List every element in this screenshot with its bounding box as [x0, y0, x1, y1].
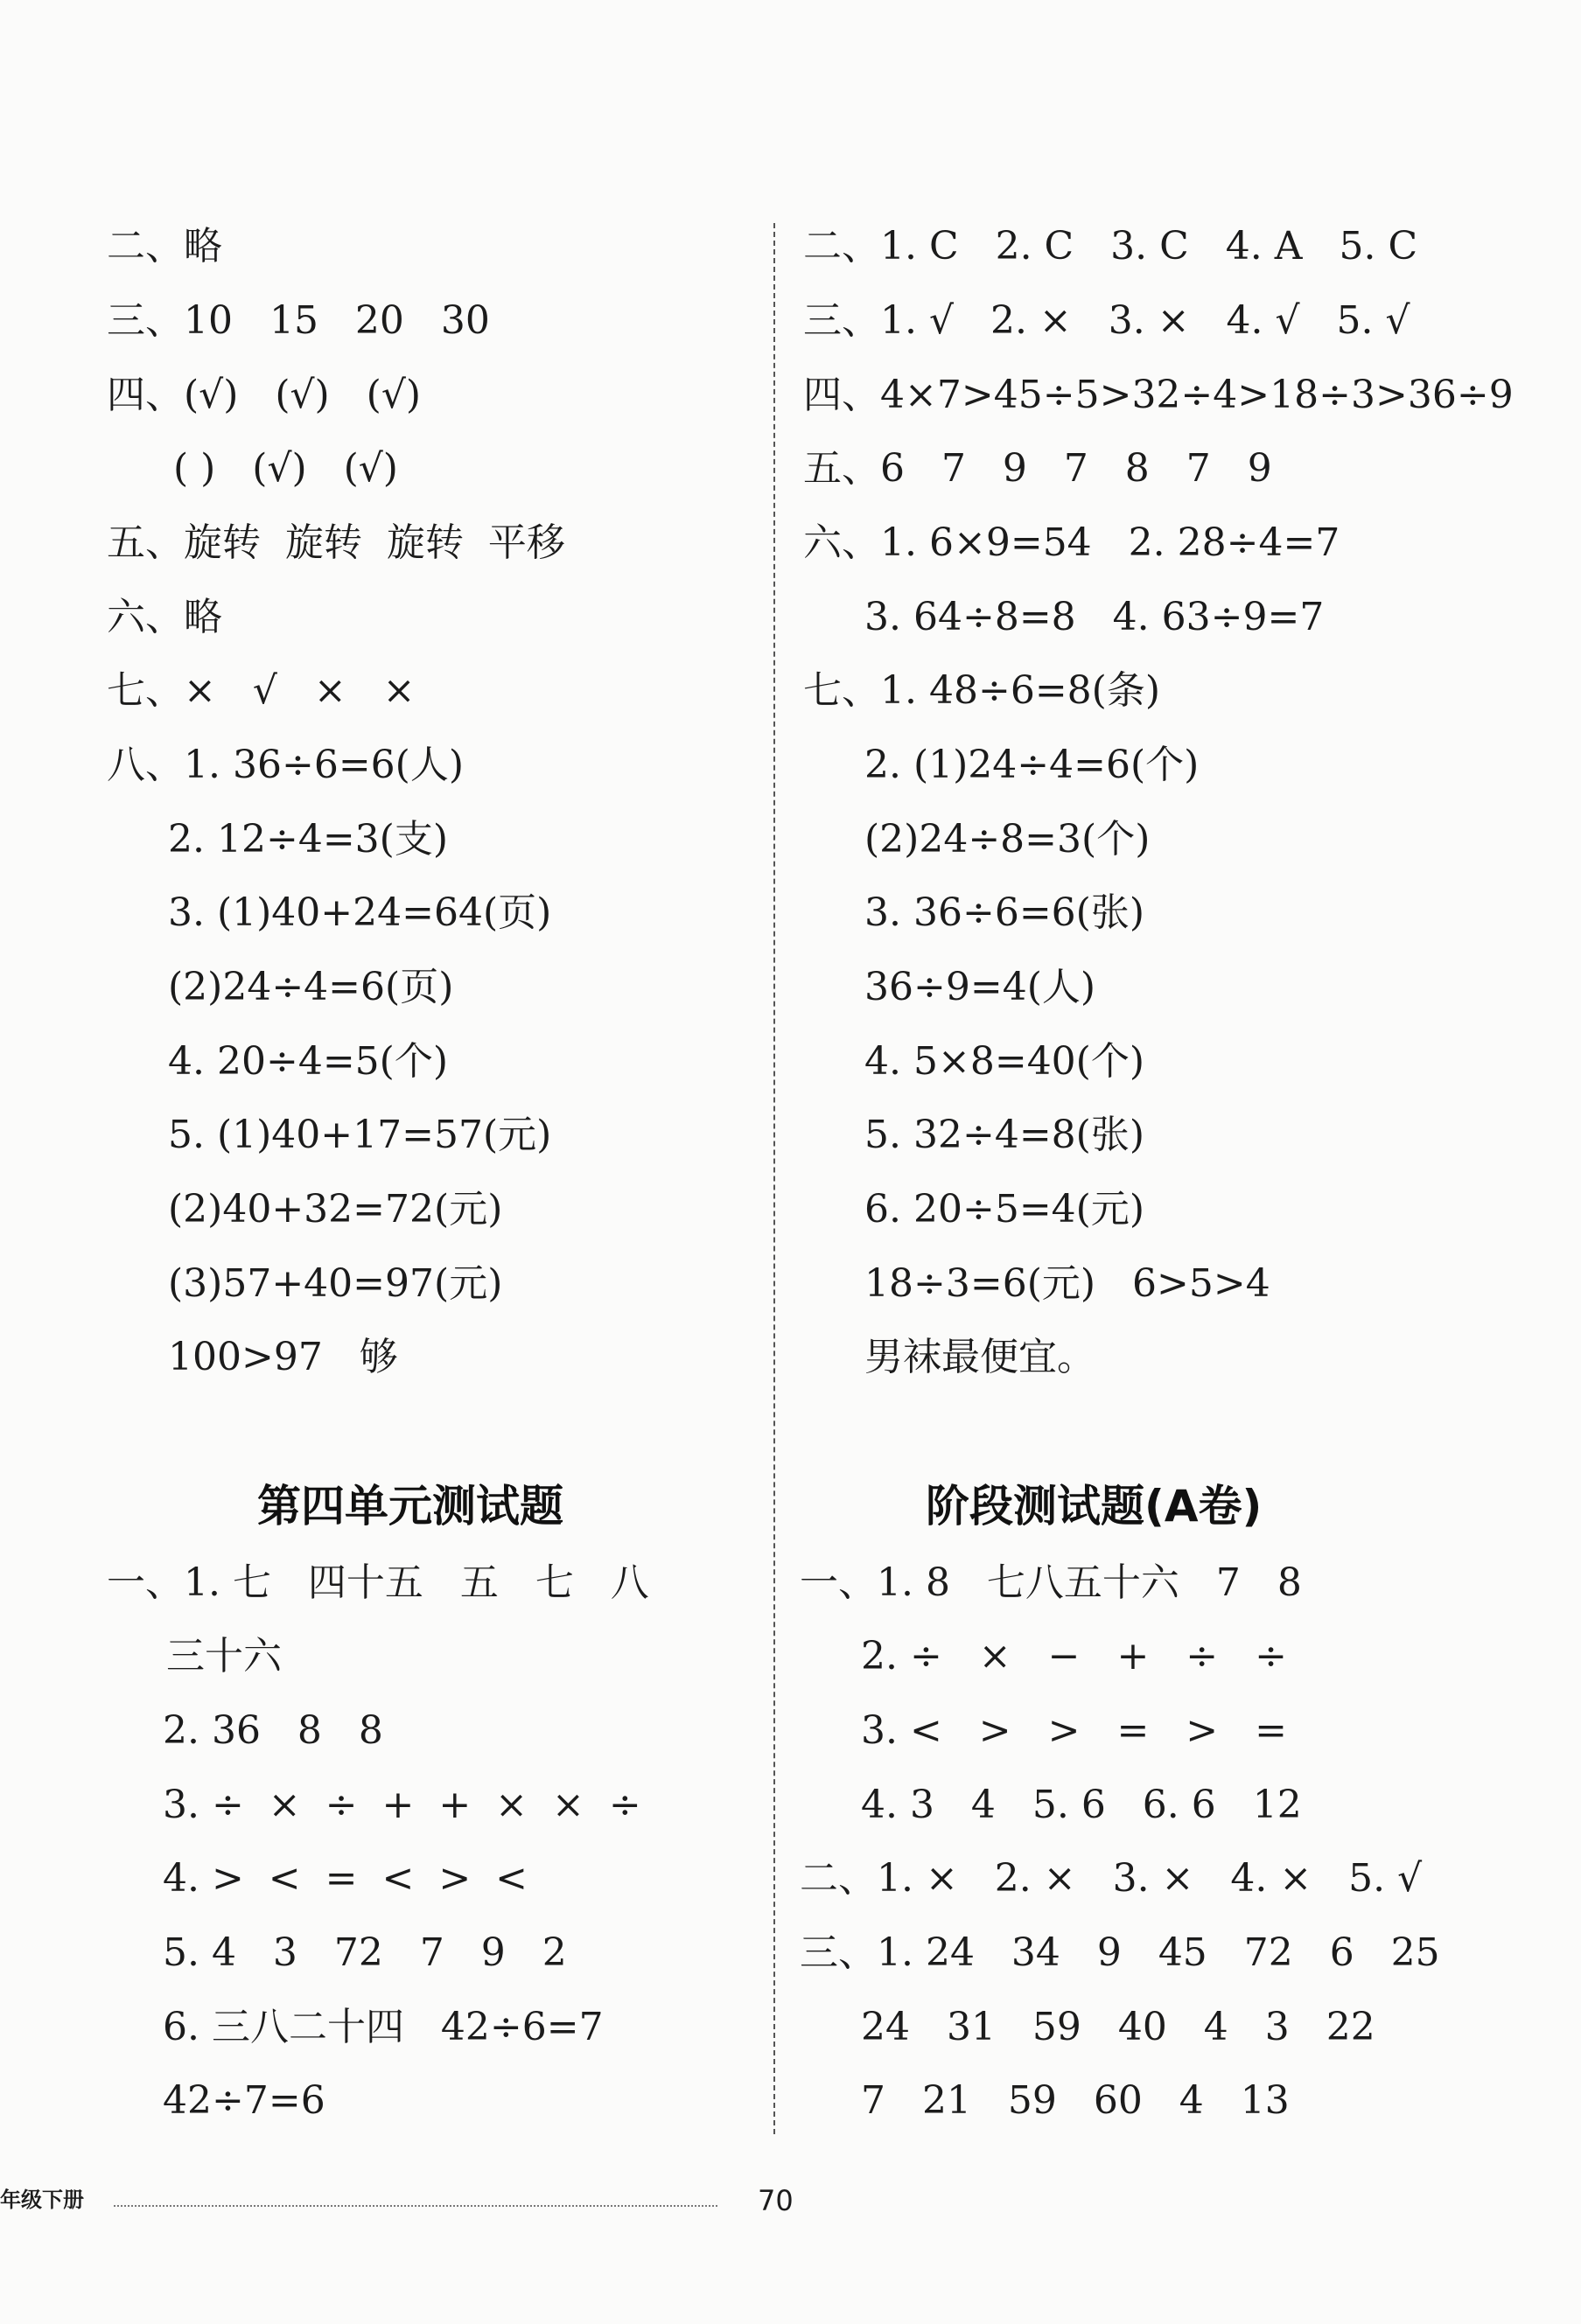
answer-line: 4. > < = < > < [163, 1856, 528, 1901]
answer-line: 2. (1)24÷4=6(个) [864, 743, 1200, 787]
answer-line: 二、1. C 2. C 3. C 4. A 5. C [803, 224, 1418, 269]
answer-line: 2. ÷ × − + ÷ ÷ [861, 1634, 1287, 1678]
answer-line: (3)57+40=97(元) [168, 1261, 503, 1306]
answer-line: (2)24÷4=6(页) [168, 965, 454, 1009]
answer-line: 4. 5×8=40(个) [864, 1039, 1145, 1084]
answer-line: (2)24÷8=3(个) [864, 817, 1151, 862]
answer-line: 男袜最便宜。 [864, 1335, 1095, 1379]
column-divider [773, 223, 775, 2134]
answer-line: 六、1. 6×9=54 2. 28÷4=7 [803, 520, 1340, 565]
answer-line: 八、1. 36÷6=6(人) [107, 743, 465, 787]
page-number: 70 [758, 2184, 794, 2217]
answer-line: 5. 4 3 72 7 9 2 [163, 1930, 567, 1975]
answer-line: 三、1. 24 34 9 45 72 6 25 [800, 1930, 1440, 1975]
answer-line: 3. (1)40+24=64(页) [168, 890, 552, 935]
answer-line: 三十六 [166, 1634, 282, 1678]
answer-line: 五、旋转 旋转 旋转 平移 [107, 520, 565, 565]
answer-line: 4. 3 4 5. 6 6. 6 12 [861, 1783, 1302, 1827]
answer-line: 3. < > > = > = [861, 1708, 1287, 1753]
answer-line: 七、× √ × × [107, 668, 416, 713]
answer-line: 2. 12÷4=3(支) [168, 817, 449, 862]
footer-dotted-rule [114, 2205, 717, 2207]
answer-line: (2)40+32=72(元) [168, 1187, 503, 1232]
answer-line: 2. 36 8 8 [163, 1708, 383, 1753]
answer-line: 3. 36÷6=6(张) [864, 890, 1145, 935]
answer-line: 6. 三八二十四 42÷6=7 [163, 2005, 604, 2049]
answer-line: 五、6 7 9 7 8 7 9 [803, 446, 1272, 491]
answer-line: 二、略 [107, 224, 222, 269]
answer-line: 7 21 59 60 4 13 [861, 2078, 1290, 2123]
answer-line: 24 31 59 40 4 3 22 [861, 2005, 1375, 2049]
answer-line: 四、(√) (√) (√) [107, 373, 422, 417]
answer-line: 5. 32÷4=8(张) [864, 1113, 1145, 1157]
answer-line: 二、1. × 2. × 3. × 4. × 5. √ [800, 1856, 1423, 1901]
answer-line: 6. 20÷5=4(元) [864, 1187, 1145, 1232]
answer-line: 三、1. √ 2. × 3. × 4. √ 5. √ [803, 298, 1410, 343]
answer-line: 三、10 15 20 30 [107, 298, 490, 343]
answer-line: ( ) (√) (√) [173, 446, 398, 491]
answer-line: 一、1. 8 七八五十六 7 8 [800, 1560, 1302, 1605]
answer-line: 3. 64÷8=8 4. 63÷9=7 [864, 595, 1325, 639]
answer-line: 四、4×7>45÷5>32÷4>18÷3>36÷9 [803, 373, 1514, 417]
answer-line: 4. 20÷4=5(个) [168, 1039, 449, 1084]
answer-line: 18÷3=6(元) 6>5>4 [864, 1261, 1270, 1306]
answer-line: 42÷7=6 [163, 2078, 325, 2123]
section-title: 第四单元测试题 [257, 1481, 563, 1532]
answer-line: 七、1. 48÷6=8(条) [803, 668, 1161, 713]
answer-line: 3. ÷ × ÷ + + × × ÷ [163, 1783, 641, 1827]
grade-label: 年级下册 [0, 2188, 84, 2212]
answer-line: 100>97 够 [168, 1335, 398, 1379]
section-title: 阶段测试题(A卷) [926, 1481, 1263, 1532]
answer-line: 36÷9=4(人) [864, 965, 1096, 1009]
answer-line: 一、1. 七 四十五 五 七 八 [107, 1560, 649, 1605]
answer-line: 5. (1)40+17=57(元) [168, 1113, 552, 1157]
answer-line: 六、略 [107, 595, 222, 639]
